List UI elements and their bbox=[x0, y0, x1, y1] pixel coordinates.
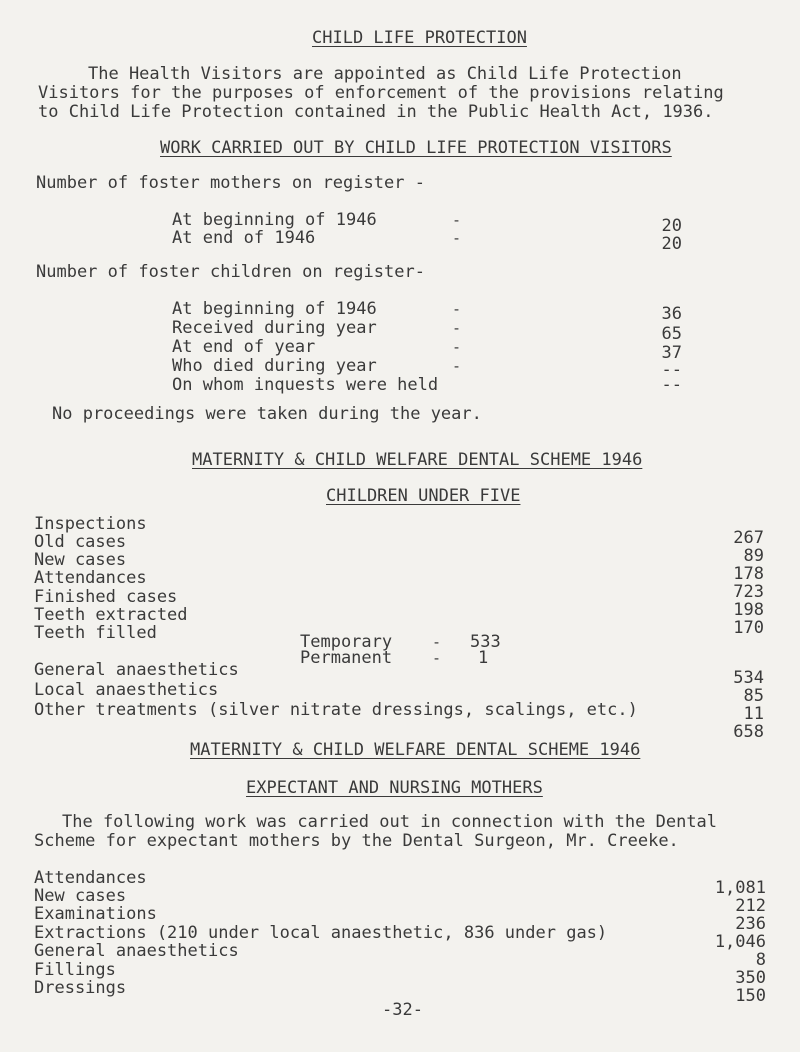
fc-row-dash: - bbox=[452, 357, 462, 375]
d1-row-label: New cases bbox=[34, 550, 127, 570]
temporary-value: 533 bbox=[470, 632, 501, 652]
foster-children-label: Number of foster children on register- bbox=[36, 262, 425, 282]
foster-mothers-label: Number of foster mothers on register - bbox=[36, 173, 425, 193]
fm-row-dash: - bbox=[452, 211, 462, 229]
d2-row-value: 150 bbox=[735, 986, 766, 1006]
d1-row-value: 170 bbox=[733, 618, 764, 638]
fc-row-label: On whom inquests were held bbox=[172, 375, 439, 395]
d2-row-label: New cases bbox=[34, 886, 127, 906]
fc-row-value: -- bbox=[661, 375, 682, 395]
proceedings-text: No proceedings were taken during the year. bbox=[52, 404, 482, 424]
d1-row-value: 89 bbox=[743, 546, 764, 566]
d1-row-label: Other treatments (silver nitrate dressings, scalings, etc.) bbox=[34, 700, 638, 720]
work-heading: WORK CARRIED OUT BY CHILD LIFE PROTECTION VISITORS bbox=[160, 138, 672, 158]
d1-row-value: 723 bbox=[733, 582, 764, 602]
d1-row-label: Teeth filled bbox=[34, 623, 157, 643]
d1-row-label: General anaesthetics bbox=[34, 660, 239, 680]
d1-row-label: Old cases bbox=[34, 532, 127, 552]
fc-row-dash: - bbox=[452, 338, 462, 356]
d1-row-label: Teeth extracted bbox=[34, 605, 188, 625]
permanent-dash: - bbox=[432, 649, 442, 667]
d1-row-value: 267 bbox=[733, 528, 764, 548]
fc-row-label: Who died during year bbox=[172, 356, 377, 376]
page-number: -32- bbox=[382, 1000, 423, 1020]
fm-row-value: 20 bbox=[661, 234, 682, 254]
d1-row-label: Inspections bbox=[34, 514, 147, 534]
temporary-dash: - bbox=[432, 633, 442, 651]
fc-row-value: 36 bbox=[661, 304, 682, 324]
d1-row-label: Finished cases bbox=[34, 587, 178, 607]
dental-heading-mothers: MATERNITY & CHILD WELFARE DENTAL SCHEME 1946 bbox=[190, 740, 641, 760]
d1-row-value: 11 bbox=[743, 704, 764, 724]
d2-row-label: Dressings bbox=[34, 978, 127, 998]
d1-row-value: 534 bbox=[733, 668, 764, 688]
d2-row-label: Examinations bbox=[34, 904, 157, 924]
d1-row-value: 178 bbox=[733, 564, 764, 584]
temporary-label: Temporary bbox=[300, 632, 393, 652]
fc-row-label: Received during year bbox=[172, 318, 377, 338]
d2-row-label: Extractions (210 under local anaesthetic, 836 under gas) bbox=[34, 923, 608, 943]
fc-row-label: At beginning of 1946 bbox=[172, 299, 377, 319]
fm-row-label: At beginning of 1946 bbox=[172, 210, 377, 230]
permanent-label: Permanent bbox=[300, 648, 393, 668]
d2-row-value: 1,046 bbox=[714, 932, 766, 952]
intro-line-1: The Health Visitors are appointed as Child Life Protection bbox=[88, 64, 682, 84]
d2-row-label: Attendances bbox=[34, 868, 147, 888]
fc-row-value: 65 bbox=[661, 324, 682, 344]
d2-row-value: 1,081 bbox=[714, 878, 766, 898]
d2-row-value: 212 bbox=[735, 896, 766, 916]
d1-row-value: 85 bbox=[743, 686, 764, 706]
subheading-expectant-mothers: EXPECTANT AND NURSING MOTHERS bbox=[246, 778, 543, 798]
d2-row-value: 350 bbox=[735, 968, 766, 988]
intro-line-3: to Child Life Protection contained in the Public Health Act, 1936. bbox=[38, 102, 714, 122]
d1-row-value: 198 bbox=[733, 600, 764, 620]
fm-row-dash: - bbox=[452, 229, 462, 247]
fc-row-label: At end of year bbox=[172, 337, 316, 357]
permanent-value: 1 bbox=[478, 648, 489, 668]
fc-row-value: 37 bbox=[661, 343, 682, 363]
d2-row-value: 8 bbox=[755, 950, 766, 970]
d2-row-label: Fillings bbox=[34, 960, 116, 980]
mothers-intro-line-1: The following work was carried out in connection with the Dental bbox=[62, 812, 718, 832]
fc-row-value: -- bbox=[661, 360, 682, 380]
d1-row-label: Attendances bbox=[34, 568, 147, 588]
d1-row-label: Local anaesthetics bbox=[34, 680, 219, 700]
d2-row-label: General anaesthetics bbox=[34, 941, 239, 961]
dental-heading-children: MATERNITY & CHILD WELFARE DENTAL SCHEME 1946 bbox=[192, 450, 643, 470]
subheading-children-under-five: CHILDREN UNDER FIVE bbox=[326, 486, 521, 506]
fc-row-dash: - bbox=[452, 319, 462, 337]
fm-row-value: 20 bbox=[661, 216, 682, 236]
d2-row-value: 236 bbox=[735, 914, 766, 934]
fm-row-label: At end of 1946 bbox=[172, 228, 316, 248]
intro-line-2: Visitors for the purposes of enforcement of the provisions relating bbox=[38, 83, 724, 103]
fc-row-dash: - bbox=[452, 300, 462, 318]
section-title-child-life-protection: CHILD LIFE PROTECTION bbox=[312, 28, 527, 48]
d1-row-value: 658 bbox=[733, 722, 764, 742]
mothers-intro-line-2: Scheme for expectant mothers by the Dental Surgeon, Mr. Creeke. bbox=[34, 831, 679, 851]
